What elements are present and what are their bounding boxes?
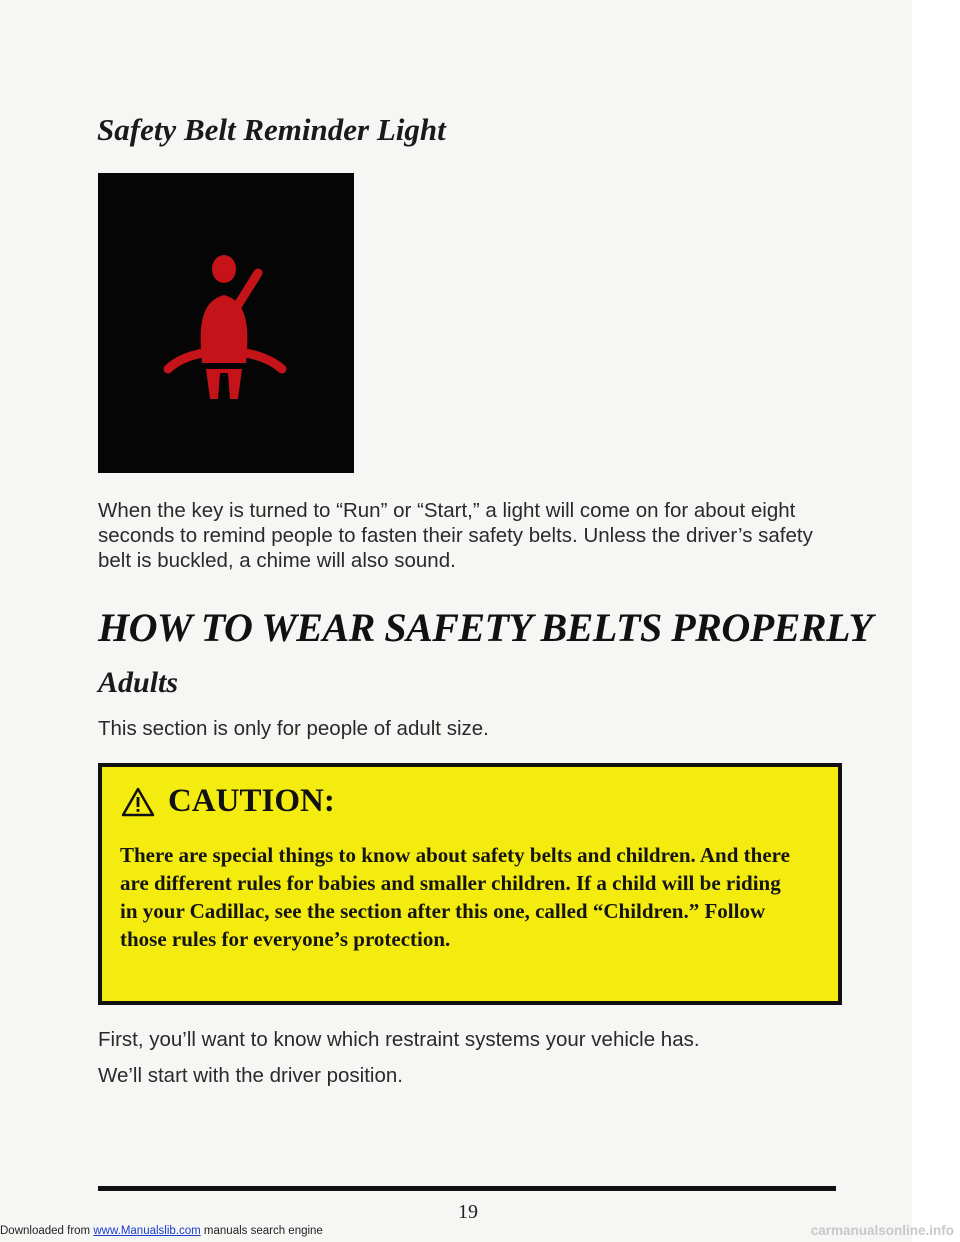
adults-subheading: Adults bbox=[98, 666, 179, 699]
reminder-description: When the key is turned to “Run” or “Start,” a light will come on for about eight seconds to remind people to fasten their safety belts. Unless the driver’s safety belt is buckled, a chime will also sound. bbox=[98, 499, 813, 572]
caution-title: CAUTION: bbox=[168, 783, 335, 819]
page-margin-strip bbox=[912, 0, 960, 1242]
caution-header bbox=[120, 783, 335, 820]
caution-text: There are special things to know about safety belts and children. And there are different rules for babies and smaller children. If a child will be riding in your Cadillac, see the section after this one, called “Children.” Follow those rules for everyone’s protection. bbox=[120, 843, 790, 951]
footer-prefix: Downloaded from bbox=[0, 1225, 91, 1237]
main-heading: HOW TO WEAR SAFETY BELTS PROPERLY bbox=[98, 605, 873, 650]
restraint-systems-note: First, you’ll want to know which restraint systems your vehicle has. bbox=[98, 1028, 700, 1051]
adult-size-note: This section is only for people of adult size. bbox=[98, 717, 489, 740]
warning-triangle-icon bbox=[120, 786, 156, 818]
manualslib-link[interactable]: www.Manualslib.com bbox=[93, 1225, 201, 1237]
section-title: Safety Belt Reminder Light bbox=[97, 112, 446, 147]
seatbelt-indicator-panel bbox=[98, 173, 354, 473]
driver-position-note: We’ll start with the driver position. bbox=[98, 1064, 403, 1087]
caution-box bbox=[98, 763, 842, 1005]
watermark-text: carmanualsonline.info bbox=[810, 1223, 954, 1238]
page-number: 19 bbox=[458, 1201, 478, 1223]
download-footer bbox=[0, 1225, 323, 1237]
seatbelt-reminder-icon bbox=[98, 173, 354, 473]
footer-suffix: manuals search engine bbox=[203, 1225, 323, 1237]
footer-rule bbox=[98, 1186, 836, 1191]
